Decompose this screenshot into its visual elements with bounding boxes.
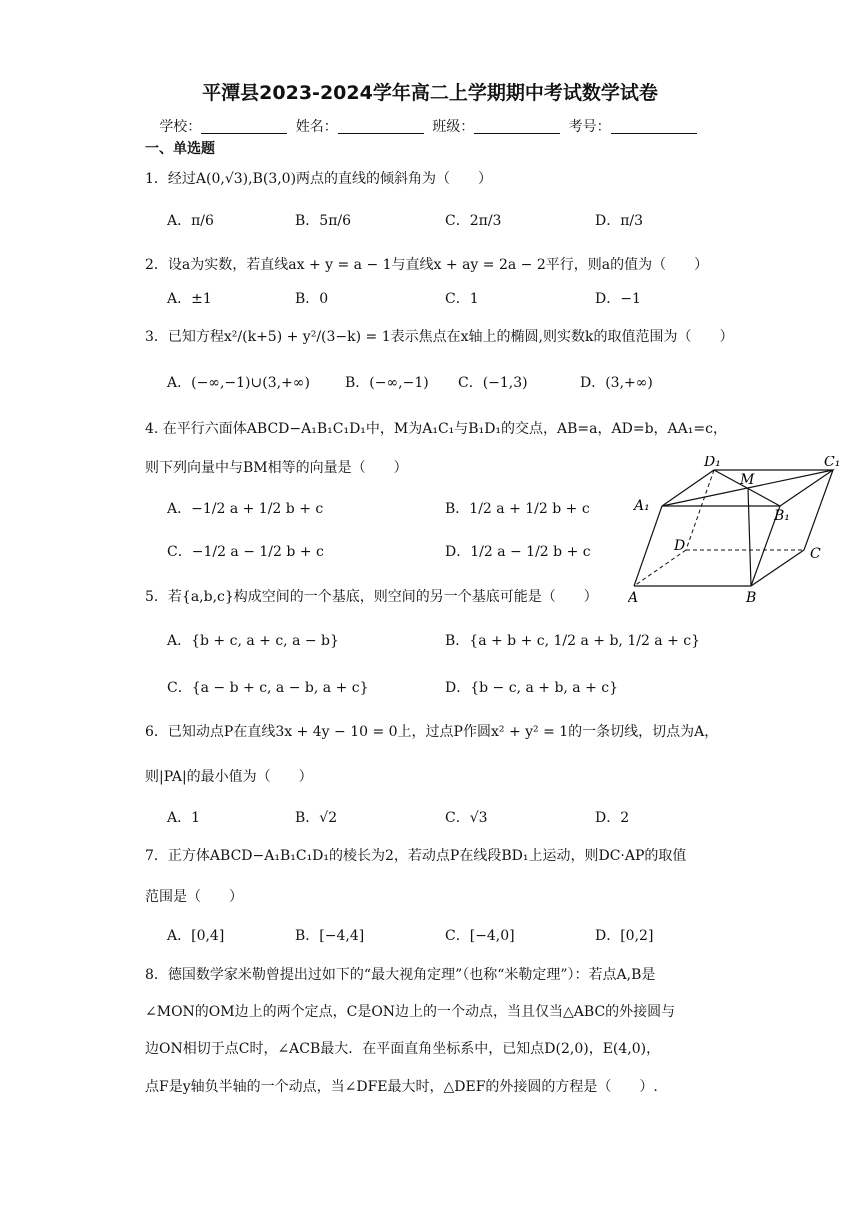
question-7-stem: 7．正方体ABCD−A₁B₁C₁D₁的棱长为2，若动点P在线段BD₁上运动，则DC·AP的取值 [145, 848, 687, 864]
school-label: 学校： [159, 119, 202, 135]
exam-no-label: 考号： [568, 119, 611, 135]
question-1-option-b[interactable]: B．5π/6 [295, 213, 352, 229]
class-label: 班级： [432, 119, 475, 135]
question-6-option-b[interactable]: B．√2 [295, 810, 338, 826]
question-5-option-a[interactable]: A．{b + c, a + c, a − b} [167, 633, 339, 649]
question-6-option-c[interactable]: C．√3 [445, 810, 488, 826]
question-6-stem-cont: 则|PA|的最小值为（ ） [145, 769, 313, 785]
exam-no-blank[interactable] [611, 119, 697, 134]
question-6-stem: 6．已知动点P在直线3x + 4y − 10 = 0上，过点P作圆x² + y² = 1的一条切线，切点为A， [145, 724, 719, 740]
question-4-option-d[interactable]: D．1/2 a − 1/2 b + c [445, 544, 591, 560]
question-5-option-c[interactable]: C．{a − b + c, a − b, a + c} [167, 680, 369, 696]
question-4-stem: 4. 在平行六面体ABCD−A₁B₁C₁D₁中，M为A₁C₁与B₁D₁的交点，AB=a，AD=b，AA₁=c， [145, 421, 727, 437]
question-4-option-a[interactable]: A．−1/2 a + 1/2 b + c [167, 501, 324, 517]
question-8-line-2: ∠MON的OM边上的两个定点，C是ON边上的一个动点，当且仅当△ABC的外接圆与 [145, 1004, 676, 1020]
class-blank[interactable] [474, 119, 560, 134]
question-1-option-a[interactable]: A．π/6 [167, 213, 214, 229]
question-2-option-a[interactable]: A．±1 [167, 291, 212, 307]
question-6-option-a[interactable]: A．1 [167, 810, 201, 826]
label-a1: A₁ [634, 498, 650, 514]
question-3-stem: 3．已知方程x²/(k+5) + y²/(3−k) = 1表示焦点在x轴上的椭圆,则实数k的取值范围为（ ） [145, 329, 734, 345]
question-5-stem: 5．若{a,b,c}构成空间的一个基底，则空间的另一个基底可能是（ ） [145, 589, 598, 605]
question-7-option-b[interactable]: B．[−4,4] [295, 928, 365, 944]
question-2-option-d[interactable]: D．−1 [595, 291, 641, 307]
student-info [0, 116, 860, 136]
question-1-stem: 1．经过A(0,√3),B(3,0)两点的直线的倾斜角为（ ） [145, 171, 493, 187]
question-4-option-c[interactable]: C．−1/2 a − 1/2 b + c [167, 544, 324, 560]
question-5-option-d[interactable]: D．{b − c, a + b, a + c} [445, 680, 619, 696]
name-blank[interactable] [338, 119, 424, 134]
page-title: 平潭县2023-2024学年高二上学期期中考试数学试卷 [202, 82, 658, 104]
question-1-option-c[interactable]: C．2π/3 [445, 213, 502, 229]
question-4-stem-cont: 则下列向量中与BM相等的向量是（ ） [145, 460, 408, 476]
question-7-option-d[interactable]: D．[0,2] [595, 928, 654, 944]
label-m: M [740, 472, 755, 488]
school-blank[interactable] [201, 119, 287, 134]
label-c: C [810, 546, 821, 562]
question-3-option-a[interactable]: A．(−∞,−1)∪(3,+∞) [167, 375, 310, 391]
question-1-option-d[interactable]: D．π/3 [595, 213, 644, 229]
question-2-stem: 2．设a为实数，若直线ax + y = a − 1与直线x + ay = 2a − 2平行，则a的值为（ ） [145, 257, 709, 273]
label-a: A [628, 590, 639, 606]
question-3-option-d[interactable]: D．(3,+∞) [580, 375, 653, 391]
label-c1: C₁ [824, 456, 841, 470]
question-7-option-c[interactable]: C．[−4,0] [445, 928, 515, 944]
name-label: 姓名： [295, 119, 338, 135]
question-7-option-a[interactable]: A．[0,4] [167, 928, 225, 944]
question-8-line-4: 点F是y轴负半轴的一个动点，当∠DFE最大时，△DEF的外接圆的方程是（ ）. [145, 1079, 658, 1095]
question-8-line-1: 8．德国数学家米勒曾提出过如下的“最大视角定理”（也称“米勒定理”）：若点A,B是 [145, 967, 656, 983]
question-5-option-b[interactable]: B．{a + b + c, 1/2 a + b, 1/2 a + c} [445, 633, 701, 649]
question-6-option-d[interactable]: D．2 [595, 810, 630, 826]
question-2-option-b[interactable]: B．0 [295, 291, 329, 307]
question-3-option-b[interactable]: B．(−∞,−1) [345, 375, 429, 391]
label-d: D [674, 538, 686, 554]
label-d1: D₁ [704, 456, 721, 470]
question-2-option-c[interactable]: C．1 [445, 291, 479, 307]
section-heading: 一、单选题 [145, 141, 215, 157]
label-b1: B₁ [774, 508, 790, 524]
question-8-line-3: 边ON相切于点C时，∠ACB最大．在平面直角坐标系中，已知点D(2,0)，E(4,0)， [145, 1041, 661, 1057]
parallelepiped-figure [628, 456, 858, 606]
question-4-option-b[interactable]: B．1/2 a + 1/2 b + c [445, 501, 590, 517]
question-3-option-c[interactable]: C．(−1,3) [458, 375, 528, 391]
label-b: B [746, 590, 757, 606]
question-7-stem-cont: 范围是（ ） [145, 889, 243, 905]
